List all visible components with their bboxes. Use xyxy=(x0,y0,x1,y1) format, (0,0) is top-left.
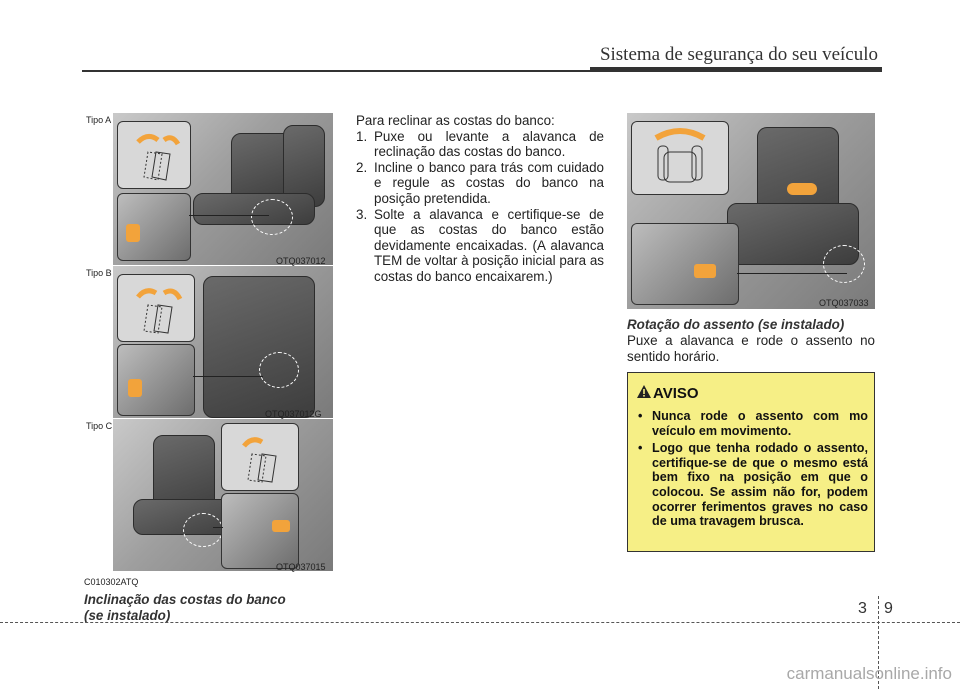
watermark: carmanualsonline.info xyxy=(786,664,952,683)
figure-c-inset-lever xyxy=(221,493,299,569)
figure-b-photo xyxy=(113,266,333,418)
step-item: 2. Incline o banco para trás com cuidado e regule as costas do banco na posição pretendida. xyxy=(356,159,604,206)
warning-triangle-icon xyxy=(636,384,652,399)
recline-instructions xyxy=(356,113,604,285)
figure-c-tag: Tipo C xyxy=(86,421,113,431)
recline-steps xyxy=(356,129,604,285)
page-number: 9 xyxy=(884,600,893,617)
figure-a-inset-lever xyxy=(117,193,191,261)
header-rule-accent xyxy=(590,67,882,72)
running-header: Sistema de segurança do seu veículo xyxy=(599,44,878,65)
warning-item: • Logo que tenha rodado o assento, certifique-se de que o mesmo está bem fixo na posição em que o colocou. Se assim não for, podem ocorrer ferimentos graves no caso de uma travagem brusca. xyxy=(638,441,868,529)
warning-item: • Nunca rode o assento com mo veículo em movimento. xyxy=(638,409,868,438)
warning-title: AVISO xyxy=(653,385,699,402)
rotation-figure-code: OTQ037033 xyxy=(819,298,869,308)
figure-b-inset-icon xyxy=(117,274,195,342)
figure-c-photo xyxy=(113,419,333,571)
rotation-figure-photo xyxy=(627,113,875,309)
warning-box xyxy=(627,372,875,552)
footer-rule xyxy=(0,622,960,623)
figure-a-code: OTQ037012 xyxy=(276,256,326,266)
reference-code: C010302ATQ xyxy=(84,577,139,587)
rotation-section-text: Puxe a alavanca e rode o assento no sentido horário. xyxy=(627,333,875,364)
figure-b-code: OTQ037012G xyxy=(265,409,322,419)
rotation-inset-lever xyxy=(631,223,739,305)
warning-list xyxy=(636,409,868,532)
figure-b-tag: Tipo B xyxy=(86,268,112,278)
figure-a-photo xyxy=(113,113,333,265)
rotation-inset-icon xyxy=(631,121,729,195)
figure-caption: Inclinação das costas do banco (se instalado) xyxy=(84,592,286,623)
recline-intro: Para reclinar as costas do banco: xyxy=(356,113,555,128)
chapter-number: 3 xyxy=(858,600,867,617)
figure-b-inset-lever xyxy=(117,344,195,416)
figure-a-inset-icon xyxy=(117,121,191,189)
step-item: 3. Solte a alavanca e certifique-se de que as costas do banco estão devidamente encaixadas. (A alavanca TEM de voltar à posição inicial para as costas do banco encaixarem.) xyxy=(356,206,604,284)
figure-c-inset-icon xyxy=(221,423,299,491)
rotation-section-title: Rotação do assento (se instalado) xyxy=(627,317,845,332)
figure-c-code: OTQ037015 xyxy=(276,562,326,572)
figure-a-tag: Tipo A xyxy=(86,115,112,125)
step-item: 1. Puxe ou levante a alavanca de reclinação das costas do banco. xyxy=(356,128,604,160)
